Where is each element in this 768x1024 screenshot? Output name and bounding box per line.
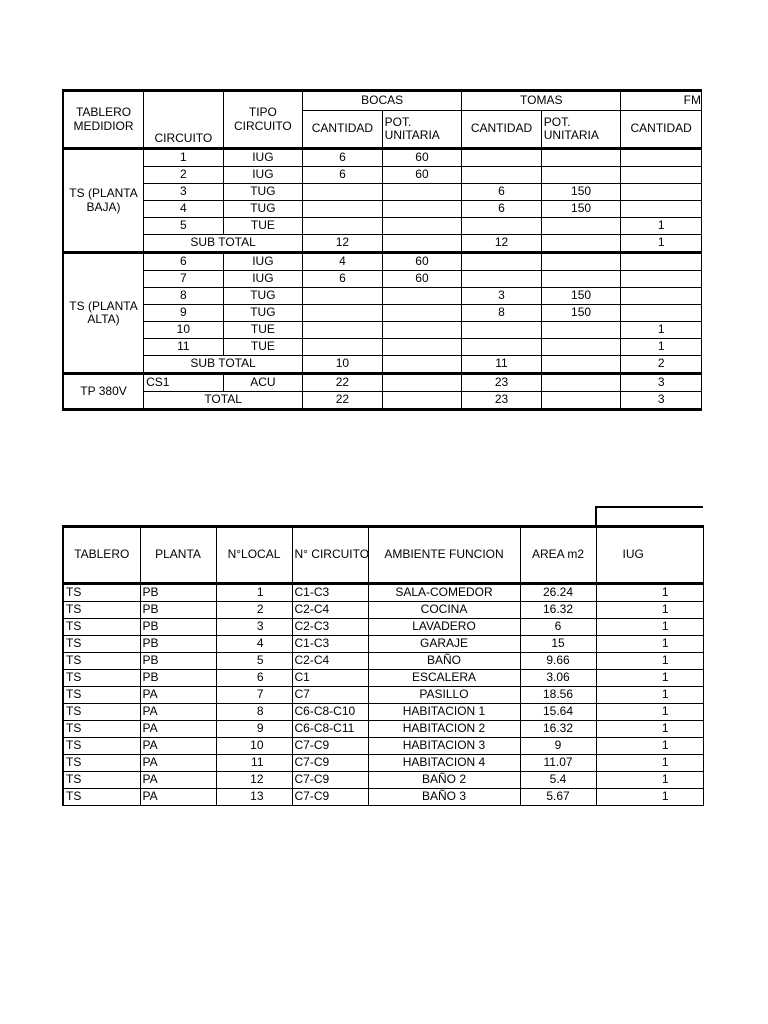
subtotal-bocas: 12 xyxy=(303,235,383,253)
table-row xyxy=(63,721,703,738)
bocas-pot-cell xyxy=(382,218,462,235)
tomas-cantidad-cell: 6 xyxy=(462,201,542,218)
tomas-pot-cell: 150 xyxy=(541,305,621,322)
ambiente-cell: SALA-COMEDOR xyxy=(368,584,520,602)
area-cell: 3.06 xyxy=(520,670,596,687)
area-cell: 5.4 xyxy=(520,772,596,789)
circuito-cell: 4 xyxy=(144,201,224,218)
total-tomas: 23 xyxy=(462,392,542,410)
total-bocas: 22 xyxy=(303,392,383,410)
tomas-pot-cell xyxy=(541,253,621,271)
circuito-cell: 10 xyxy=(144,322,224,339)
circuito-cell: 1 xyxy=(144,149,224,167)
table2-spacer xyxy=(63,507,596,527)
bocas-cantidad-cell: 6 xyxy=(303,149,383,167)
header-tipo-circuito: TIPO CIRCUITO xyxy=(223,91,303,149)
table-row xyxy=(63,253,702,271)
ambiente-cell: BAÑO xyxy=(368,653,520,670)
tomas-cantidad-cell xyxy=(462,271,542,288)
table-row xyxy=(63,374,702,392)
fm-cantidad-cell xyxy=(621,305,702,322)
table-row xyxy=(63,201,702,218)
table-row xyxy=(63,704,703,721)
tablero-label: TS (PLANTA ALTA) xyxy=(63,253,144,374)
table-row xyxy=(63,218,702,235)
bocas-pot-cell xyxy=(382,305,462,322)
planta-cell: PB xyxy=(140,584,216,602)
header-tomas-pot-unitaria: POT. UNITARIA xyxy=(541,111,621,149)
table-row xyxy=(63,772,703,789)
total-label: TOTAL xyxy=(144,392,303,410)
circuito-cell: C7-C9 xyxy=(292,755,368,772)
circuit-summary-sheet xyxy=(62,89,701,434)
circuito-cell: C2-C4 xyxy=(292,602,368,619)
fm-cantidad-cell xyxy=(621,167,702,184)
local-cell: 13 xyxy=(216,789,292,806)
local-distribution-sheet xyxy=(62,506,670,830)
subtotal-fm: 1 xyxy=(621,235,702,253)
circuito-cell: 6 xyxy=(144,253,224,271)
total-fm: 3 xyxy=(621,392,702,410)
circuito-cell: C7-C9 xyxy=(292,738,368,755)
bocas-cantidad-cell: 6 xyxy=(303,167,383,184)
tablero-cell: TS xyxy=(63,687,140,704)
bocas-cantidad-cell xyxy=(303,218,383,235)
area-cell: 9 xyxy=(520,738,596,755)
table-row xyxy=(63,339,702,356)
circuito-cell: C1-C3 xyxy=(292,636,368,653)
area-cell: 6 xyxy=(520,619,596,636)
area-cell: 26.24 xyxy=(520,584,596,602)
header-area: AREA m2 xyxy=(520,527,596,584)
ambiente-cell: PASILLO xyxy=(368,687,520,704)
local-cell: 11 xyxy=(216,755,292,772)
ambiente-cell: HABITACION 1 xyxy=(368,704,520,721)
fm-cantidad-cell xyxy=(621,271,702,288)
tomas-pot-cell xyxy=(541,218,621,235)
bocas-pot-cell: 60 xyxy=(382,149,462,167)
fm-cantidad-cell: 1 xyxy=(621,322,702,339)
bocas-cantidad-cell xyxy=(303,184,383,201)
tablero-cell: TS xyxy=(63,670,140,687)
table-row xyxy=(63,602,703,619)
ambiente-cell: HABITACION 4 xyxy=(368,755,520,772)
header-tomas: TOMAS xyxy=(462,91,621,111)
tablero-cell: TS xyxy=(63,704,140,721)
planta-cell: PA xyxy=(140,687,216,704)
iug-cell: 1 xyxy=(596,653,703,670)
local-cell: 3 xyxy=(216,619,292,636)
tomas-pot-cell xyxy=(541,271,621,288)
tablero-cell: TS xyxy=(63,772,140,789)
subtotal-fm: 2 xyxy=(621,356,702,374)
header-bocas-cantidad: CANTIDAD xyxy=(303,111,383,149)
iug-cell: 1 xyxy=(596,772,703,789)
header-circuito: CIRCUITO xyxy=(144,91,224,149)
iug-cell: 1 xyxy=(596,584,703,602)
table-row xyxy=(63,789,703,806)
header-tablero: TABLERO xyxy=(63,527,140,584)
tablero-cell: TS xyxy=(63,619,140,636)
tomas-pot-cell: 150 xyxy=(541,184,621,201)
circuito-cell: 5 xyxy=(144,218,224,235)
local-cell: 2 xyxy=(216,602,292,619)
tomas-pot-cell xyxy=(541,149,621,167)
circuito-cell: C6-C8-C11 xyxy=(292,721,368,738)
circuito-cell: 2 xyxy=(144,167,224,184)
area-cell: 16.32 xyxy=(520,721,596,738)
planta-cell: PB xyxy=(140,636,216,653)
bocas-pot-cell: 60 xyxy=(382,271,462,288)
iug-cell: 1 xyxy=(596,789,703,806)
empty-cell xyxy=(541,356,621,374)
table-row xyxy=(63,636,703,653)
table-row xyxy=(63,619,703,636)
planta-cell: PA xyxy=(140,738,216,755)
fm-cantidad-cell: 3 xyxy=(621,374,702,392)
header-fm-cantidad: CANTIDAD xyxy=(621,111,702,149)
circuit-summary-table xyxy=(62,89,702,411)
tipo-cell: ACU xyxy=(223,374,303,392)
tablero-cell: TS xyxy=(63,738,140,755)
tablero-cell: TS xyxy=(63,584,140,602)
tomas-pot-cell xyxy=(541,322,621,339)
tipo-cell: TUG xyxy=(223,184,303,201)
empty-cell xyxy=(541,392,621,410)
fm-cantidad-cell xyxy=(621,253,702,271)
table-row xyxy=(63,653,703,670)
circuito-cell: CS1 xyxy=(144,374,224,392)
fm-cantidad-cell xyxy=(621,288,702,305)
header-iug: IUG xyxy=(596,527,703,584)
total-row xyxy=(63,392,702,410)
tomas-cantidad-cell: 6 xyxy=(462,184,542,201)
tomas-cantidad-cell xyxy=(462,167,542,184)
area-cell: 16.32 xyxy=(520,602,596,619)
bocas-cantidad-cell xyxy=(303,322,383,339)
circuito-cell: 8 xyxy=(144,288,224,305)
area-cell: 11.07 xyxy=(520,755,596,772)
planta-cell: PA xyxy=(140,772,216,789)
tipo-cell: IUG xyxy=(223,149,303,167)
ambiente-cell: BAÑO 3 xyxy=(368,789,520,806)
table-row xyxy=(63,738,703,755)
ambiente-cell: LAVADERO xyxy=(368,619,520,636)
local-cell: 4 xyxy=(216,636,292,653)
local-cell: 8 xyxy=(216,704,292,721)
ambiente-cell: HABITACION 3 xyxy=(368,738,520,755)
local-cell: 10 xyxy=(216,738,292,755)
local-cell: 1 xyxy=(216,584,292,602)
bocas-cantidad-cell: 6 xyxy=(303,271,383,288)
table-row xyxy=(63,322,702,339)
circuito-cell: C1 xyxy=(292,670,368,687)
tablero-cell: TS xyxy=(63,636,140,653)
header-bocas-pot-unitaria: POT. UNITARIA xyxy=(382,111,462,149)
tomas-pot-cell xyxy=(541,339,621,356)
empty-cell xyxy=(382,392,462,410)
subtotal-tomas: 11 xyxy=(462,356,542,374)
iug-cell: 1 xyxy=(596,687,703,704)
area-cell: 18.56 xyxy=(520,687,596,704)
planta-cell: PB xyxy=(140,619,216,636)
table-row xyxy=(63,305,702,322)
empty-cell xyxy=(382,356,462,374)
circuito-cell: 7 xyxy=(144,271,224,288)
tomas-cantidad-cell xyxy=(462,253,542,271)
bocas-pot-cell xyxy=(382,201,462,218)
bocas-cantidad-cell: 22 xyxy=(303,374,383,392)
ambiente-cell: ESCALERA xyxy=(368,670,520,687)
area-cell: 5.67 xyxy=(520,789,596,806)
area-cell: 9.66 xyxy=(520,653,596,670)
subtotal-bocas: 10 xyxy=(303,356,383,374)
planta-cell: PB xyxy=(140,670,216,687)
iug-cell: 1 xyxy=(596,738,703,755)
header-bocas: BOCAS xyxy=(303,91,462,111)
bocas-pot-cell: 60 xyxy=(382,253,462,271)
empty-cell xyxy=(382,374,462,392)
header-planta: PLANTA xyxy=(140,527,216,584)
tipo-cell: TUG xyxy=(223,201,303,218)
fm-cantidad-cell xyxy=(621,201,702,218)
tomas-cantidad-cell xyxy=(462,149,542,167)
planta-cell: PB xyxy=(140,653,216,670)
empty-cell xyxy=(382,235,462,253)
ambiente-cell: HABITACION 2 xyxy=(368,721,520,738)
header-tomas-cantidad: CANTIDAD xyxy=(462,111,542,149)
tomas-cantidad-cell: 23 xyxy=(462,374,542,392)
header-local: N°LOCAL xyxy=(216,527,292,584)
bocas-pot-cell xyxy=(382,288,462,305)
iug-cell: 1 xyxy=(596,602,703,619)
bocas-pot-cell xyxy=(382,322,462,339)
tomas-cantidad-cell: 8 xyxy=(462,305,542,322)
tomas-cantidad-cell: 3 xyxy=(462,288,542,305)
table-row xyxy=(63,687,703,704)
circuito-cell: 11 xyxy=(144,339,224,356)
local-cell: 5 xyxy=(216,653,292,670)
tablero-label: TS (PLANTA BAJA) xyxy=(63,149,144,253)
tablero-cell: TS xyxy=(63,721,140,738)
tipo-cell: TUE xyxy=(223,218,303,235)
header-fm: FM xyxy=(621,91,702,111)
ambiente-cell: GARAJE xyxy=(368,636,520,653)
planta-cell: PA xyxy=(140,755,216,772)
bocas-cantidad-cell xyxy=(303,201,383,218)
fm-cantidad-cell xyxy=(621,184,702,201)
table-row xyxy=(63,184,702,201)
subtotal-row xyxy=(63,356,702,374)
tipo-cell: TUE xyxy=(223,339,303,356)
subtotal-label: SUB TOTAL xyxy=(144,235,303,253)
bocas-cantidad-cell xyxy=(303,288,383,305)
tomas-cantidad-cell xyxy=(462,322,542,339)
iug-cell: 1 xyxy=(596,636,703,653)
fm-cantidad-cell: 1 xyxy=(621,218,702,235)
tipo-cell: IUG xyxy=(223,253,303,271)
tablero-label: TP 380V xyxy=(63,374,144,410)
iug-cell: 1 xyxy=(596,704,703,721)
header-ambiente: AMBIENTE FUNCION xyxy=(368,527,520,584)
tomas-pot-cell xyxy=(541,167,621,184)
circuito-cell: C6-C8-C10 xyxy=(292,704,368,721)
local-cell: 9 xyxy=(216,721,292,738)
circuito-cell: C7-C9 xyxy=(292,772,368,789)
iug-cell: 1 xyxy=(596,721,703,738)
table-row xyxy=(63,149,702,167)
subtotal-row xyxy=(63,235,702,253)
circuito-cell: C7-C9 xyxy=(292,789,368,806)
bocas-pot-cell xyxy=(382,184,462,201)
tipo-cell: TUG xyxy=(223,305,303,322)
planta-cell: PA xyxy=(140,721,216,738)
fm-cantidad-cell: 1 xyxy=(621,339,702,356)
empty-cell xyxy=(541,235,621,253)
table-row xyxy=(63,670,703,687)
ambiente-cell: COCINA xyxy=(368,602,520,619)
tomas-pot-cell: 150 xyxy=(541,288,621,305)
bocas-cantidad-cell xyxy=(303,339,383,356)
planta-cell: PA xyxy=(140,704,216,721)
table-row xyxy=(63,288,702,305)
table-row xyxy=(63,584,703,602)
table2-group-cap xyxy=(596,507,703,527)
local-cell: 6 xyxy=(216,670,292,687)
circuito-cell: C1-C3 xyxy=(292,584,368,602)
bocas-pot-cell xyxy=(382,339,462,356)
tipo-cell: IUG xyxy=(223,271,303,288)
ambiente-cell: BAÑO 2 xyxy=(368,772,520,789)
circuito-cell: C2-C4 xyxy=(292,653,368,670)
tablero-cell: TS xyxy=(63,755,140,772)
fm-cantidad-cell xyxy=(621,149,702,167)
bocas-cantidad-cell xyxy=(303,305,383,322)
header-tablero-medidor: TABLERO MEDIDIOR xyxy=(63,91,144,149)
tablero-cell: TS xyxy=(63,789,140,806)
local-distribution-table xyxy=(62,506,704,806)
iug-cell: 1 xyxy=(596,670,703,687)
area-cell: 15 xyxy=(520,636,596,653)
table-row xyxy=(63,167,702,184)
iug-cell: 1 xyxy=(596,755,703,772)
area-cell: 15.64 xyxy=(520,704,596,721)
tipo-cell: IUG xyxy=(223,167,303,184)
tomas-pot-cell: 150 xyxy=(541,201,621,218)
iug-cell: 1 xyxy=(596,619,703,636)
header-circuito: N° CIRCUITO xyxy=(292,527,368,584)
circuito-cell: 3 xyxy=(144,184,224,201)
tomas-cantidad-cell xyxy=(462,218,542,235)
subtotal-tomas: 12 xyxy=(462,235,542,253)
tablero-cell: TS xyxy=(63,602,140,619)
subtotal-label: SUB TOTAL xyxy=(144,356,303,374)
local-cell: 7 xyxy=(216,687,292,704)
tomas-cantidad-cell xyxy=(462,339,542,356)
local-cell: 12 xyxy=(216,772,292,789)
tablero-cell: TS xyxy=(63,653,140,670)
circuito-cell: 9 xyxy=(144,305,224,322)
table-row xyxy=(63,271,702,288)
tipo-cell: TUG xyxy=(223,288,303,305)
planta-cell: PA xyxy=(140,789,216,806)
empty-cell xyxy=(541,374,621,392)
bocas-pot-cell: 60 xyxy=(382,167,462,184)
circuito-cell: C7 xyxy=(292,687,368,704)
circuito-cell: C2-C3 xyxy=(292,619,368,636)
table-row xyxy=(63,755,703,772)
bocas-cantidad-cell: 4 xyxy=(303,253,383,271)
planta-cell: PB xyxy=(140,602,216,619)
tipo-cell: TUE xyxy=(223,322,303,339)
